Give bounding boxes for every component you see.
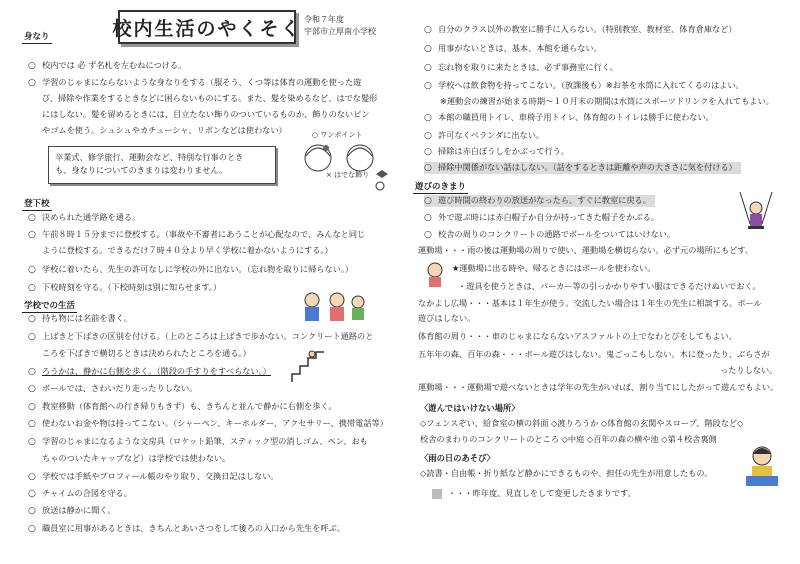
- forbidden-line: 校舎のまわりのコンクリートのところ ◇中庭 ◇百年の森の横や池 ◇第４校舎裏側: [420, 434, 717, 444]
- forbidden-line: ◇フェンスぞい、給食室の横の斜面 ◇渡りろうか ◇体育館の玄関やスロープ、階段など◇: [420, 418, 744, 428]
- list-item-cont: ように登校する。できるだけ７時４０分より早く学校に着かないようにする。）: [42, 245, 333, 255]
- page-title: 校内生活のやくそく: [118, 10, 296, 44]
- list-item: ○ 決められた通学路を通る。: [28, 212, 141, 223]
- list-item-cont: 遊びはしない。: [418, 313, 476, 323]
- list-item: ○ 上ばきと下ばきの区別を付ける。（上のところは上ばきで歩かない。コンクリート通路のと: [28, 331, 374, 342]
- list-item: ○ 学校に着いたら、先生の許可なしに学校の外に出ない。（忘れ物を取りに帰らない。）: [28, 264, 354, 275]
- school-info: [304, 14, 376, 38]
- list-item: ○ 学習のじゃまになるような文房具（ロケット鉛筆、スティック型の消しゴム、ペン、おも: [28, 436, 368, 447]
- list-item-cont: ・遊具を使うときは、パーカー等の引っかかりやすい服はできるだけぬいでおく。: [458, 281, 761, 291]
- list-item: ○ 学習のじゃまにならないような身なりをする（服そう、くつ等は体育の運動を使った遊: [28, 77, 362, 88]
- list-item: ○ ろうかは、静かに右側を歩く。（階段の手すりをすべらない。）: [28, 366, 271, 377]
- school-name: 宇部市立厚南小学校: [304, 27, 376, 36]
- note-line: 卒業式、修学旅行、運動会など、特別な行事のとき: [55, 152, 244, 162]
- list-item: ○ 持ち物には名前を書く。: [28, 313, 132, 324]
- stairs-illustration: [290, 350, 326, 384]
- ball-illustration: [420, 258, 450, 288]
- list-item: ○ 教室移動（体育館への行き帰りもきず）も、きちんと並んで静かに右側を歩く。: [28, 401, 337, 412]
- list-item: ○ 校舎の周りのコンクリートの通路でボールをついてはいけない。: [424, 229, 676, 240]
- reading-child-illustration: [740, 442, 784, 492]
- illus-label-ok: ○ ワンポイント: [312, 131, 363, 139]
- list-item: ○ 本館の職員用トイレ、車椅子用トイレ、体育館のトイレは勝手に使わない。: [424, 112, 714, 123]
- legend-note: ・・・昨年度、見直しをして変更したきまりです。: [432, 488, 636, 499]
- list-item: ○ 学校では手紙やプロフィール帳のやり取り、交換日記はしない。: [28, 471, 279, 482]
- list-item-cont: ※運動会の練習が始まる時期～１０月末の期間は水筒にスポーツドリンクを入れてもよい。: [440, 96, 774, 106]
- rainy-day-line: ◇読書・自由帳・折り紙など静かにできるものや、担任の先生が用意したもの。: [420, 468, 713, 478]
- section-commute: 登下校: [24, 199, 50, 209]
- list-item: ○ 外で遊ぶ時には赤白帽子か自分が持ってきた帽子をかぶる。: [424, 212, 660, 223]
- list-item: ○ 忘れ物を取りに来たときは、必ず事務室に行く。: [424, 62, 618, 73]
- school-year: 令和７年度: [304, 15, 344, 24]
- list-item: ○ 職員室に用事があるときは、きちんとあいさつをして後ろの入口から先生を呼ぶ。: [28, 523, 346, 534]
- list-item: ○ 許可なくベランダに出ない。: [424, 130, 545, 141]
- list-item: なかよし広場・・・基本は１年生が使う。交流したい場合は１年生の先生に相談する。ボール: [418, 298, 762, 308]
- list-item: ○ 用事がないときは、基本、本館を通らない。: [424, 43, 602, 54]
- list-item-cont: やゴムを使う。シュシュやカチューシャ、リボンなどは使わない）: [42, 125, 287, 135]
- list-item: 運動場・・・運動場で遊べないときは学年の先生がいれば、割り当てにしたがって遊んでもよい。: [418, 382, 779, 392]
- list-item-cont: にはしない。髪を留めるときには、目立たない飾りのついているものか、飾りのないピン: [42, 109, 370, 119]
- section-play: 遊びのきまり: [415, 182, 467, 192]
- list-item: ○ 下校時刻を守る。（下校時刻は別に知らせます。）: [28, 282, 222, 293]
- list-item-highlight: ○ 遊び時間の終わりの放送がなったら、すぐに教室に戻る。: [424, 195, 655, 207]
- list-item-cont: ったりしない。: [720, 365, 778, 375]
- list-item-cont: び、掃除や作業をするときなどに困らないものにする。また、髪を染めるなど、はでな髪形: [42, 93, 378, 103]
- forbidden-places-heading: 〈遊んではいけない場所〉: [420, 403, 520, 413]
- list-item: ○ 校内では 必 ず名札を左むねにつける。: [28, 60, 187, 71]
- section-school-life: 学校での生活: [24, 301, 76, 311]
- list-item-cont: ★運動場に出る時や、帰るときにはボールを使わない。: [452, 263, 656, 273]
- note-box: [48, 146, 276, 184]
- list-item: ○ 午前８時１５分までに登校する。（事故や不審者にあうことが心配なので、みんなと同じ: [28, 229, 366, 240]
- list-item-highlight: ○ 掃除中関係がない話はしない。（話をするときは距離や声の大きさに気を付ける）: [424, 162, 741, 174]
- list-item-cont: ころを下ばきで横切るときは決められたところを通る。）: [42, 348, 251, 358]
- list-item: ○ チャイムの合図を守る。: [28, 488, 132, 499]
- list-item-cont: ちゃのついたキャップなど）は学校では使わない。: [42, 453, 231, 463]
- list-item: 運動場・・・雨の後は運動場の周りで使い、運動場を横切らない。必ず元の場所にもどす。: [418, 245, 754, 255]
- list-item: ○ 学校へは飲食物を持ってこない。（放課後も）※お茶を水筒に入れてくるのはよい。: [424, 80, 744, 91]
- list-item: ○ 掃除は赤白ぼうしをかぶって行う。: [424, 146, 570, 157]
- list-item: ○ 放送は静かに聞く。: [28, 505, 116, 516]
- list-item: ○ 自分のクラス以外の教室に勝手に入らない。（特別教室、教材室、体育倉庫など）: [424, 24, 737, 35]
- section-appearance: 身なり: [24, 32, 50, 42]
- list-item: ○ 使わないお金や物は持ってこない。（シャーペン、キーホルダー、アクセサリー、携帯電話等）: [28, 418, 388, 429]
- list-item: 体育館の周り・・・車のじゃまにならないアスファルトの上でなわとびをしてもよい。: [418, 331, 737, 341]
- note-line: も、身なりについてのきまりは変わりません。: [55, 165, 228, 175]
- list-item: ○ ボールでは、さわいだり走ったりしない。: [28, 383, 198, 394]
- students-walking-illustration: [292, 290, 372, 330]
- swing-illustration: [736, 190, 776, 240]
- hair-accessory-illustration: [296, 136, 396, 196]
- illus-label-ng: × はでな飾り: [326, 171, 370, 179]
- rainy-day-heading: 〈雨の日のあそび〉: [420, 453, 495, 463]
- gray-legend-swatch: [432, 489, 442, 499]
- list-item: 五年年の森、百年の森・・・ボール遊びはしない。鬼ごっこもしない。木に登ったり、ぶらさが: [418, 349, 770, 359]
